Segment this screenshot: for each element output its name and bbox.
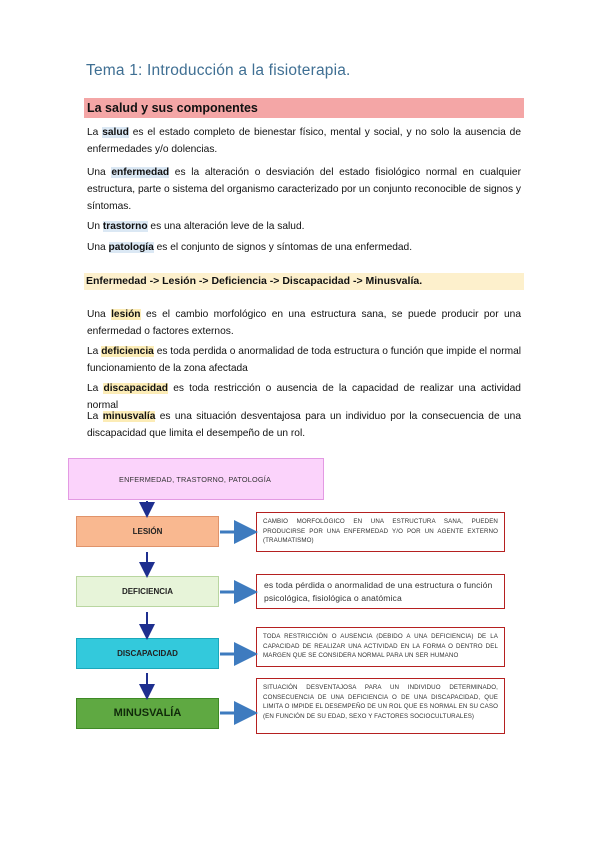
section-heading: La salud y sus componentes bbox=[84, 98, 524, 118]
def-patologia-text: es el conjunto de signos y síntomas de una enfermedad. bbox=[153, 242, 413, 253]
desc-minusvalia: SITUACIÓN DESVENTAJOSA PARA UN INDIVIDUO DETERMINADO, CONSECUENCIA DE UNA DEFICIENCIA O DE UNA DISCAPACIDAD, QUE LIMITA O IMPIDE EL DESEMPEÑO DE UN ROL QUE ES NORMAL EN SU CASO (EN FUNCIÓN DE SU EDAD, SEXO Y FACTORES SOCIOCULTURALES) bbox=[256, 678, 505, 734]
def-discapacidad-pre: La bbox=[87, 383, 104, 394]
desc-discapacidad: TODA RESTRICCIÓN O AUSENCIA (DEBIDO A UNA DEFICIENCIA) DE LA CAPACIDAD DE REALIZAR UNA ACTIVIDAD EN LA FORMA O DENTRO DEL MARGEN QUE SE CONSIDERA NORMAL PARA UN SER HUMANO bbox=[256, 627, 505, 667]
def-enfermedad-pre: Una bbox=[87, 167, 112, 178]
term-discapacidad: discapacidad bbox=[103, 383, 169, 394]
def-trastorno-text: es una alteración leve de la salud. bbox=[147, 221, 305, 232]
desc-lesion: CAMBIO MORFOLÓGICO EN UNA ESTRUCTURA SANA, PUEDEN PRODUCIRSE POR UNA ENFERMEDAD Y/O POR UN AGENTE EXTERNO (TRAUMATISMO) bbox=[256, 512, 505, 552]
def-trastorno-pre: Un bbox=[87, 221, 103, 232]
def-salud-pre: La bbox=[87, 127, 103, 138]
chain-heading: Enfermedad -> Lesión -> Deficiencia -> Discapacidad -> Minusvalía. bbox=[84, 273, 524, 290]
node-discapacidad: DISCAPACIDAD bbox=[76, 638, 219, 669]
term-patologia: patología bbox=[108, 242, 154, 253]
diagram-top-box: ENFERMEDAD, TRASTORNO, PATOLOGÍA bbox=[68, 458, 324, 500]
term-deficiencia: deficiencia bbox=[101, 346, 154, 357]
def-enfermedad-text: es la alteración o desviación del estado fisiológico normal en cualquier estructura, parte o sistema del organismo caracterizado por un conjunto reconocible de signos y síntomas. bbox=[87, 167, 521, 212]
term-lesion: lesión bbox=[111, 309, 141, 320]
def-lesion-text: es el cambio morfológico en una estructura sana, se puede producir por una enfermedad o factores externos. bbox=[87, 309, 521, 337]
def-minusvalia-text: es una situación desventajosa para un individuo por la consecuencia de una discapacidad que limita el desempeño de un rol. bbox=[87, 411, 521, 439]
def-salud-text: es el estado completo de bienestar físico, mental y social, y no solo la ausencia de enfermedades y/o dolencias. bbox=[87, 127, 521, 155]
def-deficiencia-pre: La bbox=[87, 346, 102, 357]
node-lesion: LESIÓN bbox=[76, 516, 219, 547]
node-minusvalia: MINUSVALÍA bbox=[76, 698, 219, 729]
term-salud: salud bbox=[102, 127, 129, 138]
def-deficiencia-text: es toda perdida o anormalidad de toda estructura o función que impide el normal funcionamiento de la zona afectada bbox=[87, 346, 521, 374]
term-trastorno: trastorno bbox=[102, 221, 148, 232]
term-enfermedad: enfermedad bbox=[111, 167, 170, 178]
def-patologia-pre: Una bbox=[87, 242, 109, 253]
def-minusvalia-pre: La bbox=[87, 411, 103, 422]
term-minusvalia: minusvalía bbox=[102, 411, 156, 422]
page-title: Tema 1: Introducción a la fisioterapia. bbox=[86, 62, 351, 79]
node-deficiencia: DEFICIENCIA bbox=[76, 576, 219, 607]
def-lesion-pre: Una bbox=[87, 309, 112, 320]
def-discapacidad-text: es toda restricción o ausencia de la capacidad de realizar una actividad normal bbox=[87, 383, 521, 411]
desc-deficiencia: es toda pérdida o anormalidad de una estructura o función psicológica, fisiológica o anatómica bbox=[256, 574, 505, 609]
